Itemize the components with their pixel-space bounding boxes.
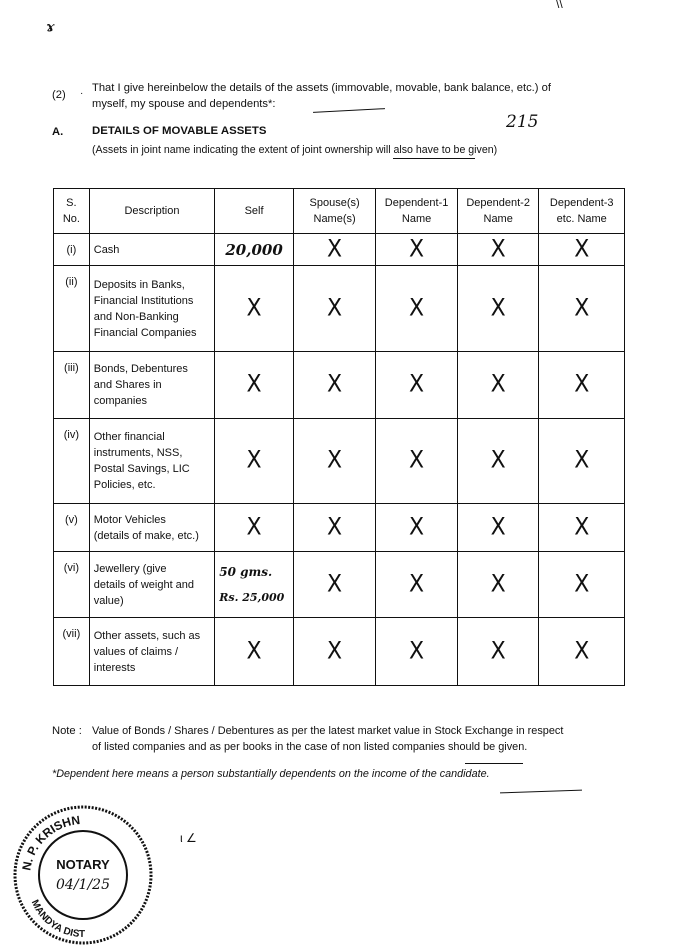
pen-underline-2 (393, 158, 475, 159)
cross-mark: X (215, 504, 294, 552)
intro-line-1: That I give hereinbelow the details of the assets (immovable, movable, bank balance, etc.) of (92, 82, 551, 94)
row-sno: (ii) (54, 266, 90, 352)
cross-mark: X (293, 234, 375, 266)
row-description: Deposits in Banks, Financial Institutions and Non-Banking Financial Companies (89, 266, 214, 352)
cross-mark: X (293, 504, 375, 552)
row-sno: (v) (54, 504, 90, 552)
cross-mark: X (293, 419, 375, 504)
table-row (54, 352, 625, 419)
intro-line-2: myself, my spouse and dependents*: (92, 98, 276, 110)
movable-assets-table (53, 188, 625, 686)
table-row (54, 552, 625, 618)
cross-mark: X (539, 266, 625, 352)
row-description: Jewellery (give details of weight and value) (89, 552, 214, 618)
cross-mark: X (539, 234, 625, 266)
self-value: 50 gms. Rs. 25,000 (215, 552, 294, 618)
row-sno: (iii) (54, 352, 90, 419)
section-letter: A. (52, 126, 64, 138)
cross-mark: X (293, 352, 375, 419)
cross-mark: X (376, 504, 458, 552)
stray-mark: ι ∠ (180, 831, 197, 845)
self-value: 20,000 (215, 234, 294, 266)
cross-mark: X (376, 618, 458, 686)
cross-mark: X (215, 419, 294, 504)
pen-underline-3 (465, 763, 523, 764)
seal-number: 04/1/25 (56, 877, 110, 893)
table-row (54, 504, 625, 552)
section-title: DETAILS OF MOVABLE ASSETS (92, 125, 267, 137)
cross-mark: X (215, 266, 294, 352)
cross-mark: X (539, 552, 625, 618)
cross-mark: X (457, 552, 539, 618)
row-description: Cash (89, 234, 214, 266)
seal-label: NOTARY (56, 857, 110, 872)
row-sno: (vii) (54, 618, 90, 686)
cross-mark: X (215, 618, 294, 686)
corner-mark-right: \\ (556, 0, 563, 11)
row-sno: (vi) (54, 552, 90, 618)
table-row (54, 618, 625, 686)
table-row (54, 419, 625, 504)
cross-mark: X (539, 618, 625, 686)
row-sno: (i) (54, 234, 90, 266)
bullet-dot: · (80, 88, 84, 99)
header-sno: S. No. (54, 189, 90, 234)
header-self: Self (215, 189, 294, 234)
pen-underline-4 (500, 790, 582, 794)
cross-mark: X (457, 234, 539, 266)
cross-mark: X (376, 266, 458, 352)
row-description: Other financial instruments, NSS, Postal Savings, LIC Policies, etc. (89, 419, 214, 504)
cross-mark: X (215, 352, 294, 419)
header-dependent-2: Dependent-2 Name (457, 189, 539, 234)
seal-bottom-text: MANDYA DIST (28, 898, 86, 941)
row-sno: (iv) (54, 419, 90, 504)
corner-mark-left: ɤ (46, 20, 55, 35)
cross-mark: X (293, 618, 375, 686)
row-description: Bonds, Debentures and Shares in companies (89, 352, 214, 419)
cross-mark: X (457, 504, 539, 552)
notary-seal (8, 797, 158, 947)
cross-mark: X (539, 352, 625, 419)
pen-underline (313, 108, 385, 113)
header-dependent-3: Dependent-3 etc. Name (539, 189, 625, 234)
cross-mark: X (376, 352, 458, 419)
cross-mark: X (539, 504, 625, 552)
cross-mark: X (457, 266, 539, 352)
cross-mark: X (457, 352, 539, 419)
row-description: Motor Vehicles (details of make, etc.) (89, 504, 214, 552)
header-description: Description (89, 189, 214, 234)
page-mark: 215 (506, 112, 539, 132)
cross-mark: X (539, 419, 625, 504)
note-line-1: Value of Bonds / Shares / Debentures as per the latest market value in Stock Exchange in respect (92, 725, 564, 737)
cross-mark: X (376, 234, 458, 266)
table-header-row (54, 189, 625, 234)
row-description: Other assets, such as values of claims / interests (89, 618, 214, 686)
cross-mark: X (457, 419, 539, 504)
seal-top-text: N. P. KRISHN (19, 812, 81, 872)
cross-mark: X (293, 266, 375, 352)
intro-number: (2) (52, 89, 66, 101)
footnote: *Dependent here means a person substantially dependents on the income of the candidate. (52, 768, 490, 780)
table-row (54, 266, 625, 352)
cross-mark: X (293, 552, 375, 618)
header-dependent-1: Dependent-1 Name (376, 189, 458, 234)
cross-mark: X (376, 419, 458, 504)
cross-mark: X (457, 618, 539, 686)
header-spouse: Spouse(s) Name(s) (293, 189, 375, 234)
section-subtitle: (Assets in joint name indicating the extent of joint ownership will also have to be given) (92, 144, 498, 156)
note-line-2: of listed companies and as per books in the case of non listed companies should be given. (92, 741, 528, 753)
table-row (54, 234, 625, 266)
seal-graphic (8, 797, 158, 947)
cross-mark: X (376, 552, 458, 618)
note-label: Note : (52, 725, 82, 737)
